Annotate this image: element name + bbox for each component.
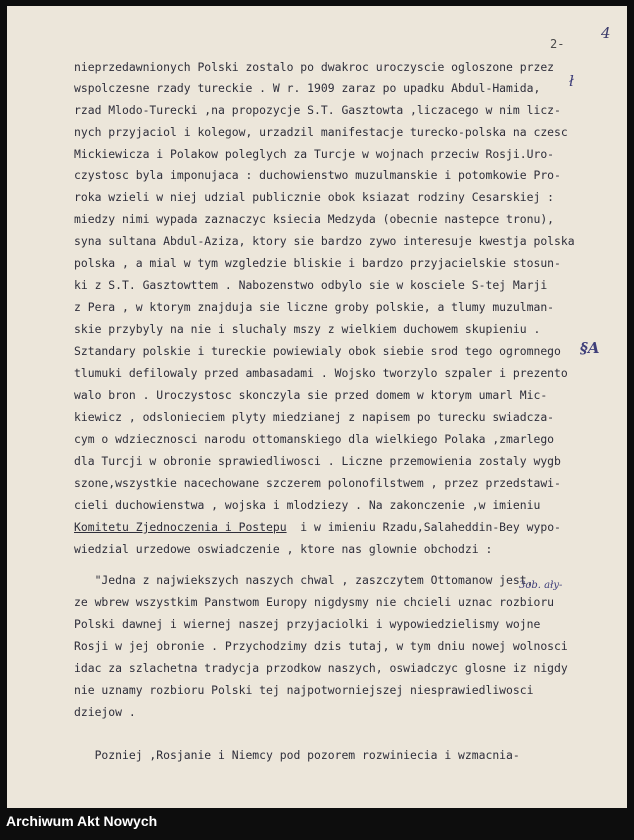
text-line: dla Turcji w obronie sprawiedliwosci . Liczne przemowienia zostaly wygb (74, 454, 561, 468)
text-line: czystosc byla imponujaca : duchowienstwo muzulmanskie i potomkowie Pro- (74, 168, 561, 182)
underlined-phrase: Komitetu Zjednoczenia i Postepu (74, 520, 287, 534)
text-line: Polski dawnej i wiernej naszej przyjaciolki i wypowiedzielismy wojne (74, 617, 541, 631)
margin-note-handwritten: 3ob. ały- (519, 580, 563, 591)
text-line: skie przybyly na nie i sluchaly mszy z wielkiem duchowem skupieniu . (74, 322, 541, 336)
text-line: nieprzedawnionych Polski zostalo po dwakroc uroczyscie ogloszone przez (74, 60, 555, 74)
text-line: cym o wdziecznosci narodu ottomanskiego dla wielkiego Polaka ,zmarlego (74, 432, 555, 446)
text-line: dziejow . (74, 705, 136, 719)
text-line: walo bron . Uroczystosc skonczyla sie przed domem w ktorym umarl Mic- (74, 388, 548, 402)
text-line: nych przyjaciol i kolegow, urzadzil manifestacje turecko-polska na czesc (74, 125, 568, 139)
text-line: kiewicz , odslonieciem plyty miedzianej z napisem po turecku swiadcza- (74, 410, 555, 424)
text-line: Komitetu Zjednoczenia i Postepu i w imieniu Rzadu,Salaheddin-Bey wypo- (74, 520, 561, 534)
text-line: miedzy nimi wypada zaznaczyc ksiecia Medzyda (obecnie nastepce tronu), (74, 212, 555, 226)
text-line: Mickiewicza i Polakow poleglych za Turcje w wojnach przeciw Rosji.Uro- (74, 147, 555, 161)
text-line: ze wbrew wszystkim Panstwom Europy nigdysmy nie chcieli uznac rozbioru (74, 595, 555, 609)
text-line: nie uznamy rozbioru Polski tej najpotworniejszej niesprawiedliwosci (74, 683, 534, 697)
text-line: tlumuki defilowaly przed ambasadami . Wojsko tworzylo szpaler i prezento (74, 366, 568, 380)
margin-note-mark: ł (569, 72, 574, 90)
text-line: wiedzial urzedowe oswiadczenie , ktore nas glownie obchodzi : (74, 542, 493, 556)
archive-name: Archiwum Akt Nowych (6, 813, 158, 829)
text-line: syna sultana Abdul-Aziza, ktory sie bardzo zywo interesuje kwestja polska (74, 234, 575, 248)
text-line: ki z S.T. Gasztowttem . Nabozenstwo odbylo sie w kosciele S-tej Marji (74, 278, 548, 292)
text-line: Rosji w jej obronie . Przychodzimy dzis tutaj, w tym dniu nowej wolnosci (74, 639, 568, 653)
handwritten-page-number: 4 (601, 24, 611, 42)
text-line: cieli duchowienstwa , wojska i mlodziezy . Na zakonczenie ,w imieniu (74, 498, 541, 512)
text-line: idac za szlachetna tradycja przodkow naszych, oswiadczyc glosne iz nigdy (74, 661, 568, 675)
text-line: "Jedna z najwiekszych naszych chwal , zaszczytem Ottomanow jest, (74, 573, 534, 587)
text-line: Sztandary polskie i tureckie powiewialy obok siebie srod tego ogromnego (74, 344, 561, 358)
document-page (7, 6, 627, 808)
text-line: Pozniej ,Rosjanie i Niemcy pod pozorem rozwiniecia i wzmacnia- (74, 748, 520, 762)
margin-note-section-mark: §A (580, 339, 600, 357)
text-line: szone,wszystkie nacechowane szczerem polonofilstwem , przez przedstawi- (74, 476, 561, 490)
text-line: rzad Mlodo-Turecki ,na propozycje S.T. Gasztowta ,liczacego w nim licz- (74, 103, 561, 117)
text-line: z Pera , w ktorym znajduja sie liczne groby polskie, a tlumy muzulman- (74, 300, 555, 314)
text-line: roka wzieli w niej udzial publicznie obok ksiazat rodziny Cesarskiej : (74, 190, 555, 204)
page-number: 2- (550, 37, 565, 51)
text-line: wspolczesne rzady tureckie . W r. 1909 zaraz po upadku Abdul-Hamida, (74, 81, 541, 95)
text-line: polska , a mial w tym wzgledzie bliskie i bardzo przyjacielskie stosun- (74, 256, 561, 270)
